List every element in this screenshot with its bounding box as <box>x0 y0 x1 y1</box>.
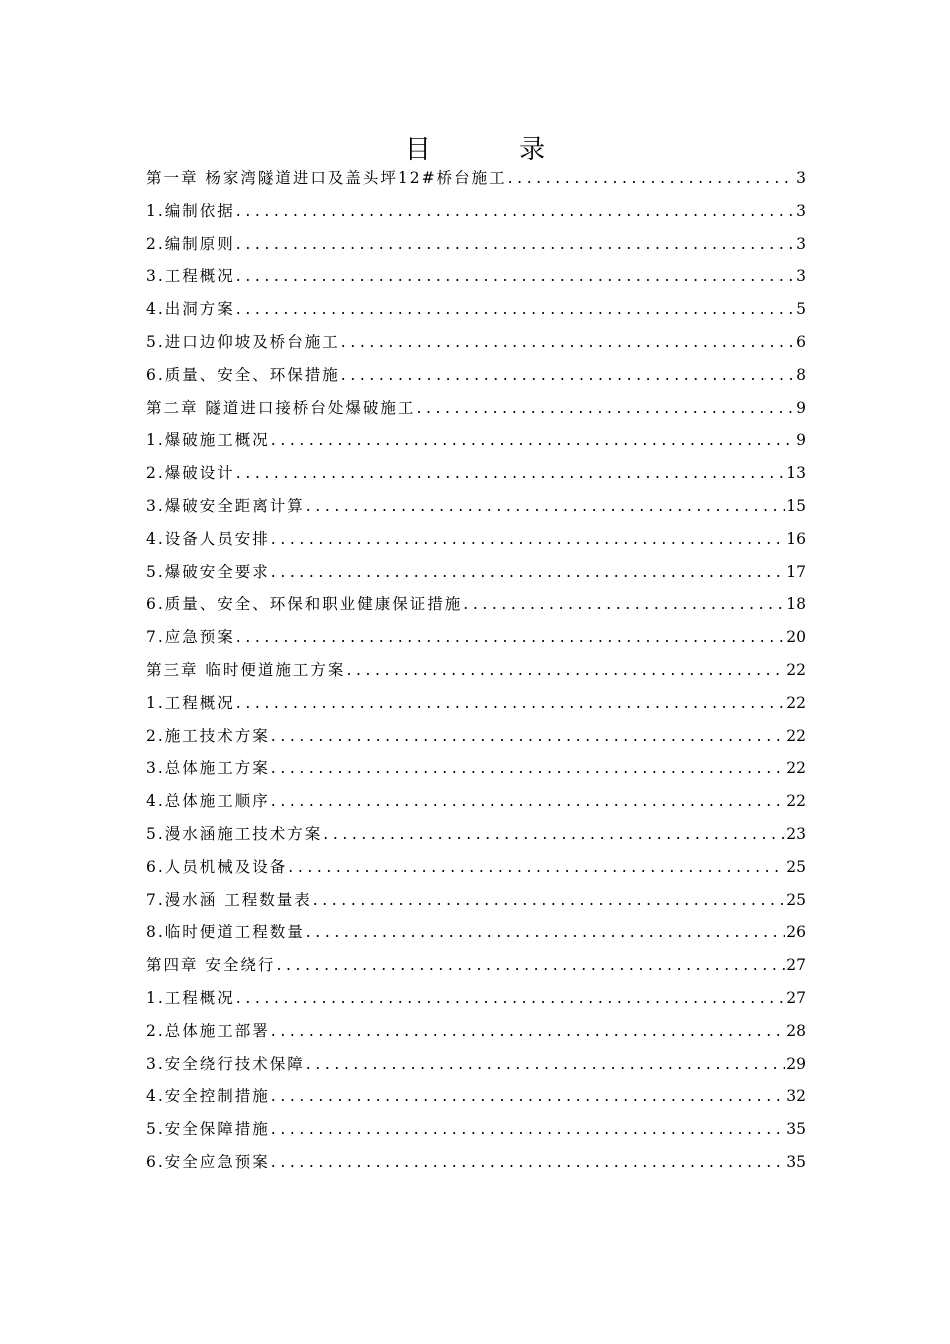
toc-entry-label: 5.进口边仰坡及桥台施工 <box>146 332 340 351</box>
toc-dot-leader <box>236 228 795 261</box>
toc-dot-leader <box>288 851 785 884</box>
toc-entry-label: 3.安全绕行技术保障 <box>146 1054 305 1073</box>
toc-entry-label: 7.应急预案 <box>146 628 235 647</box>
toc-entry-label: 6.质量、安全、环保措施 <box>146 365 340 384</box>
toc-entry-page-number: 22 <box>786 759 806 778</box>
toc-entry-label: 1.工程概况 <box>146 988 235 1007</box>
toc-entry[interactable] <box>146 1146 806 1179</box>
toc-entry-label: 6.质量、安全、环保和职业健康保证措施 <box>146 595 463 614</box>
toc-entry-page-number: 22 <box>786 660 806 679</box>
toc-entry-label: 第二章 隧道进口接桥台处爆破施工 <box>146 398 416 417</box>
toc-dot-leader <box>271 1015 785 1048</box>
toc-entry-page-number: 9 <box>796 398 806 417</box>
toc-entry-label: 3.总体施工方案 <box>146 759 270 778</box>
toc-dot-leader <box>271 556 785 589</box>
toc-entry[interactable] <box>146 752 806 785</box>
table-of-contents <box>146 162 806 1179</box>
toc-entry-label: 5.漫水涵施工技术方案 <box>146 824 323 843</box>
toc-entry-page-number: 27 <box>786 956 806 975</box>
toc-entry[interactable] <box>146 720 806 753</box>
toc-entry-page-number: 27 <box>786 988 806 1007</box>
toc-entry-page-number: 25 <box>786 890 806 909</box>
toc-entry[interactable] <box>146 982 806 1015</box>
toc-entry-page-number: 22 <box>786 726 806 745</box>
toc-entry[interactable] <box>146 1080 806 1113</box>
toc-entry-page-number: 35 <box>786 1152 806 1171</box>
toc-entry-label: 2.施工技术方案 <box>146 726 270 745</box>
toc-dot-leader <box>271 523 785 556</box>
toc-entry[interactable] <box>146 818 806 851</box>
toc-entry-label: 4.总体施工顺序 <box>146 792 270 811</box>
toc-dot-leader <box>236 260 795 293</box>
toc-entry-page-number: 6 <box>796 332 806 351</box>
toc-entry-page-number: 22 <box>786 693 806 712</box>
toc-entry-page-number: 32 <box>786 1087 806 1106</box>
toc-dot-leader <box>271 720 785 753</box>
toc-dot-leader <box>236 195 795 228</box>
toc-entry-page-number: 20 <box>786 628 806 647</box>
toc-dot-leader <box>346 654 785 687</box>
toc-entry[interactable] <box>146 949 806 982</box>
toc-entry-label: 2.爆破设计 <box>146 464 235 483</box>
toc-dot-leader <box>276 949 785 982</box>
toc-entry-label: 3.工程概况 <box>146 267 235 286</box>
toc-entry-page-number: 17 <box>786 562 806 581</box>
toc-entry-label: 4.出洞方案 <box>146 300 235 319</box>
toc-entry-label: 第四章 安全绕行 <box>146 956 276 975</box>
toc-entry[interactable] <box>146 424 806 457</box>
toc-entry-label: 1.工程概况 <box>146 693 235 712</box>
toc-entry-label: 4.设备人员安排 <box>146 529 270 548</box>
toc-entry-page-number: 15 <box>786 496 806 515</box>
toc-entry[interactable] <box>146 195 806 228</box>
toc-entry[interactable] <box>146 1015 806 1048</box>
toc-entry-label: 6.安全应急预案 <box>146 1152 270 1171</box>
toc-dot-leader <box>306 916 785 949</box>
toc-dot-leader <box>236 293 795 326</box>
toc-dot-leader <box>271 752 785 785</box>
toc-entry[interactable] <box>146 326 806 359</box>
toc-entry[interactable] <box>146 293 806 326</box>
toc-dot-leader <box>236 457 785 490</box>
toc-dot-leader <box>271 1113 785 1146</box>
toc-entry-page-number: 18 <box>786 595 806 614</box>
toc-entry-page-number: 3 <box>796 234 806 253</box>
toc-entry[interactable] <box>146 228 806 261</box>
toc-dot-leader <box>306 1048 785 1081</box>
toc-entry[interactable] <box>146 654 806 687</box>
toc-entry-page-number: 13 <box>786 464 806 483</box>
toc-dot-leader <box>271 785 785 818</box>
toc-dot-leader <box>271 1080 785 1113</box>
toc-entry-label: 2.总体施工部署 <box>146 1021 270 1040</box>
toc-entry[interactable] <box>146 457 806 490</box>
toc-entry-label: 6.人员机械及设备 <box>146 857 288 876</box>
toc-entry[interactable] <box>146 1048 806 1081</box>
toc-dot-leader <box>416 392 795 425</box>
toc-entry[interactable] <box>146 851 806 884</box>
toc-dot-leader <box>236 621 785 654</box>
toc-entry[interactable] <box>146 621 806 654</box>
toc-dot-leader <box>271 424 795 457</box>
toc-entry-label: 5.爆破安全要求 <box>146 562 270 581</box>
toc-entry[interactable] <box>146 260 806 293</box>
toc-entry-label: 1.编制依据 <box>146 201 235 220</box>
toc-entry-page-number: 23 <box>786 824 806 843</box>
toc-entry-label: 第一章 杨家湾隧道进口及盖头坪12#桥台施工 <box>146 169 507 187</box>
toc-entry[interactable] <box>146 588 806 621</box>
toc-entry-label: 5.安全保障措施 <box>146 1120 270 1139</box>
toc-dot-leader <box>508 162 795 195</box>
toc-entry-page-number: 35 <box>786 1120 806 1139</box>
toc-entry-page-number: 26 <box>786 923 806 942</box>
toc-entry[interactable] <box>146 916 806 949</box>
toc-dot-leader <box>306 490 785 523</box>
toc-entry[interactable] <box>146 884 806 917</box>
toc-dot-leader <box>323 818 785 851</box>
toc-entry-label: 第三章 临时便道施工方案 <box>146 660 346 679</box>
toc-entry[interactable] <box>146 1113 806 1146</box>
toc-entry-page-number: 29 <box>786 1054 806 1073</box>
toc-entry-page-number: 3 <box>796 169 806 187</box>
toc-entry-page-number: 3 <box>796 201 806 220</box>
toc-entry-page-number: 22 <box>786 792 806 811</box>
toc-entry[interactable] <box>146 785 806 818</box>
toc-dot-leader <box>271 1146 785 1179</box>
toc-dot-leader <box>341 359 795 392</box>
toc-dot-leader <box>463 588 785 621</box>
toc-entry-label: 8.临时便道工程数量 <box>146 923 305 942</box>
toc-entry[interactable] <box>146 523 806 556</box>
toc-entry[interactable] <box>146 556 806 589</box>
toc-dot-leader <box>341 326 795 359</box>
toc-entry-page-number: 9 <box>796 431 806 450</box>
toc-dot-leader <box>236 982 785 1015</box>
toc-entry-label: 7.漫水涵 工程数量表 <box>146 890 312 909</box>
toc-entry-page-number: 8 <box>796 365 806 384</box>
toc-entry-label: 1.爆破施工概况 <box>146 431 270 450</box>
toc-entry-page-number: 3 <box>796 267 806 286</box>
toc-entry-page-number: 28 <box>786 1021 806 1040</box>
toc-entry[interactable] <box>146 687 806 720</box>
toc-entry-page-number: 16 <box>786 529 806 548</box>
toc-entry[interactable] <box>146 359 806 392</box>
toc-entry[interactable] <box>146 392 806 425</box>
toc-dot-leader <box>313 884 786 917</box>
toc-dot-leader <box>236 687 785 720</box>
toc-entry[interactable] <box>146 162 806 195</box>
toc-entry-page-number: 5 <box>796 300 806 319</box>
toc-title: 目 录 <box>404 135 586 165</box>
toc-entry[interactable] <box>146 490 806 523</box>
toc-entry-label: 2.编制原则 <box>146 234 235 253</box>
toc-entry-page-number: 25 <box>786 857 806 876</box>
toc-entry-label: 4.安全控制措施 <box>146 1087 270 1106</box>
toc-entry-label: 3.爆破安全距离计算 <box>146 496 305 515</box>
